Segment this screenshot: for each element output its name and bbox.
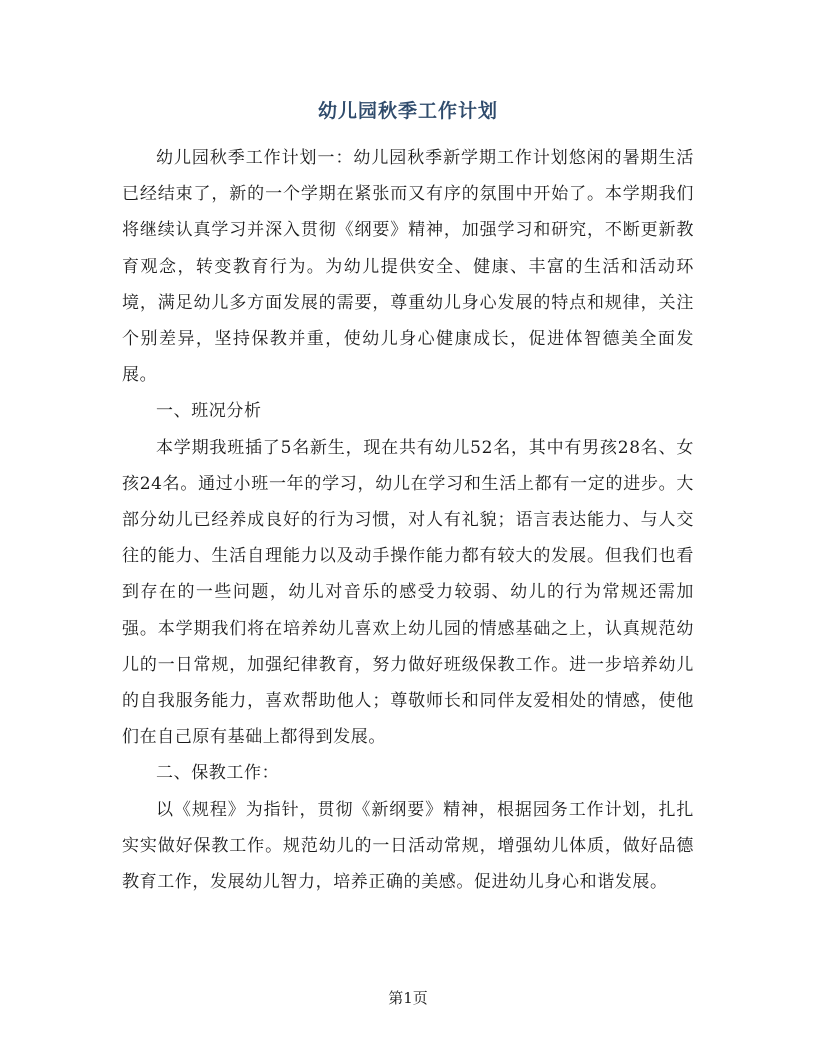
section-heading-care-education: 二、保教工作： — [156, 763, 280, 784]
document-title: 幼儿园秋季工作计划 — [317, 100, 498, 122]
section-heading-class-analysis: 一、班况分析 — [156, 401, 262, 422]
paragraph-care-education: 以《规程》为指针，贯彻《新纲要》精神，根据园务工作计划，扎扎实实做好保教工作。规范幼儿的一日活动常规，增强幼儿体质，做好品德教育工作，发展幼儿智力，培养正确的美感。促进幼儿身心和谐发展。 — [122, 799, 694, 893]
paragraph-class-analysis: 本学期我班插了5名新生，现在共有幼儿52名，其中有男孩28名、女孩24名。通过小班一年的学习，幼儿在学习和生活上都有一定的进步。大部分幼儿已经养成良好的行为习惯，对人有礼貌；语言表达能力、与人交往的能力、生活自理能力以及动手操作能力都有较大的发展。但我们也看到存在的一些问题，幼儿对音乐的感受力较弱、幼儿的行为常规还需加强。本学期我们将在培养幼儿喜欢上幼儿园的情感基础之上，认真规范幼儿的一日常规，加强纪律教育，努力做好班级保教工作。进一步培养幼儿的自我服务能力，喜欢帮助他人；尊敬师长和同伴友爱相处的情感，使他们在自己原有基础上都得到发展。 — [122, 437, 694, 748]
paragraph-intro: 幼儿园秋季工作计划一：幼儿园秋季新学期工作计划悠闲的暑期生活已经结束了，新的一个学期在紧张而又有序的氛围中开始了。本学期我们将继续认真学习并深入贯彻《纲要》精神，加强学习和研究，不断更新教育观念，转变教育行为。为幼儿提供安全、健康、丰富的生活和活动环境，满足幼儿多方面发展的需要，尊重幼儿身心发展的特点和规律，关注个别差异，坚持保教并重，使幼儿身心健康成长，促进体智德美全面发展。 — [122, 148, 694, 386]
document-body — [122, 140, 694, 900]
page-number: 第1页 — [388, 989, 428, 1007]
